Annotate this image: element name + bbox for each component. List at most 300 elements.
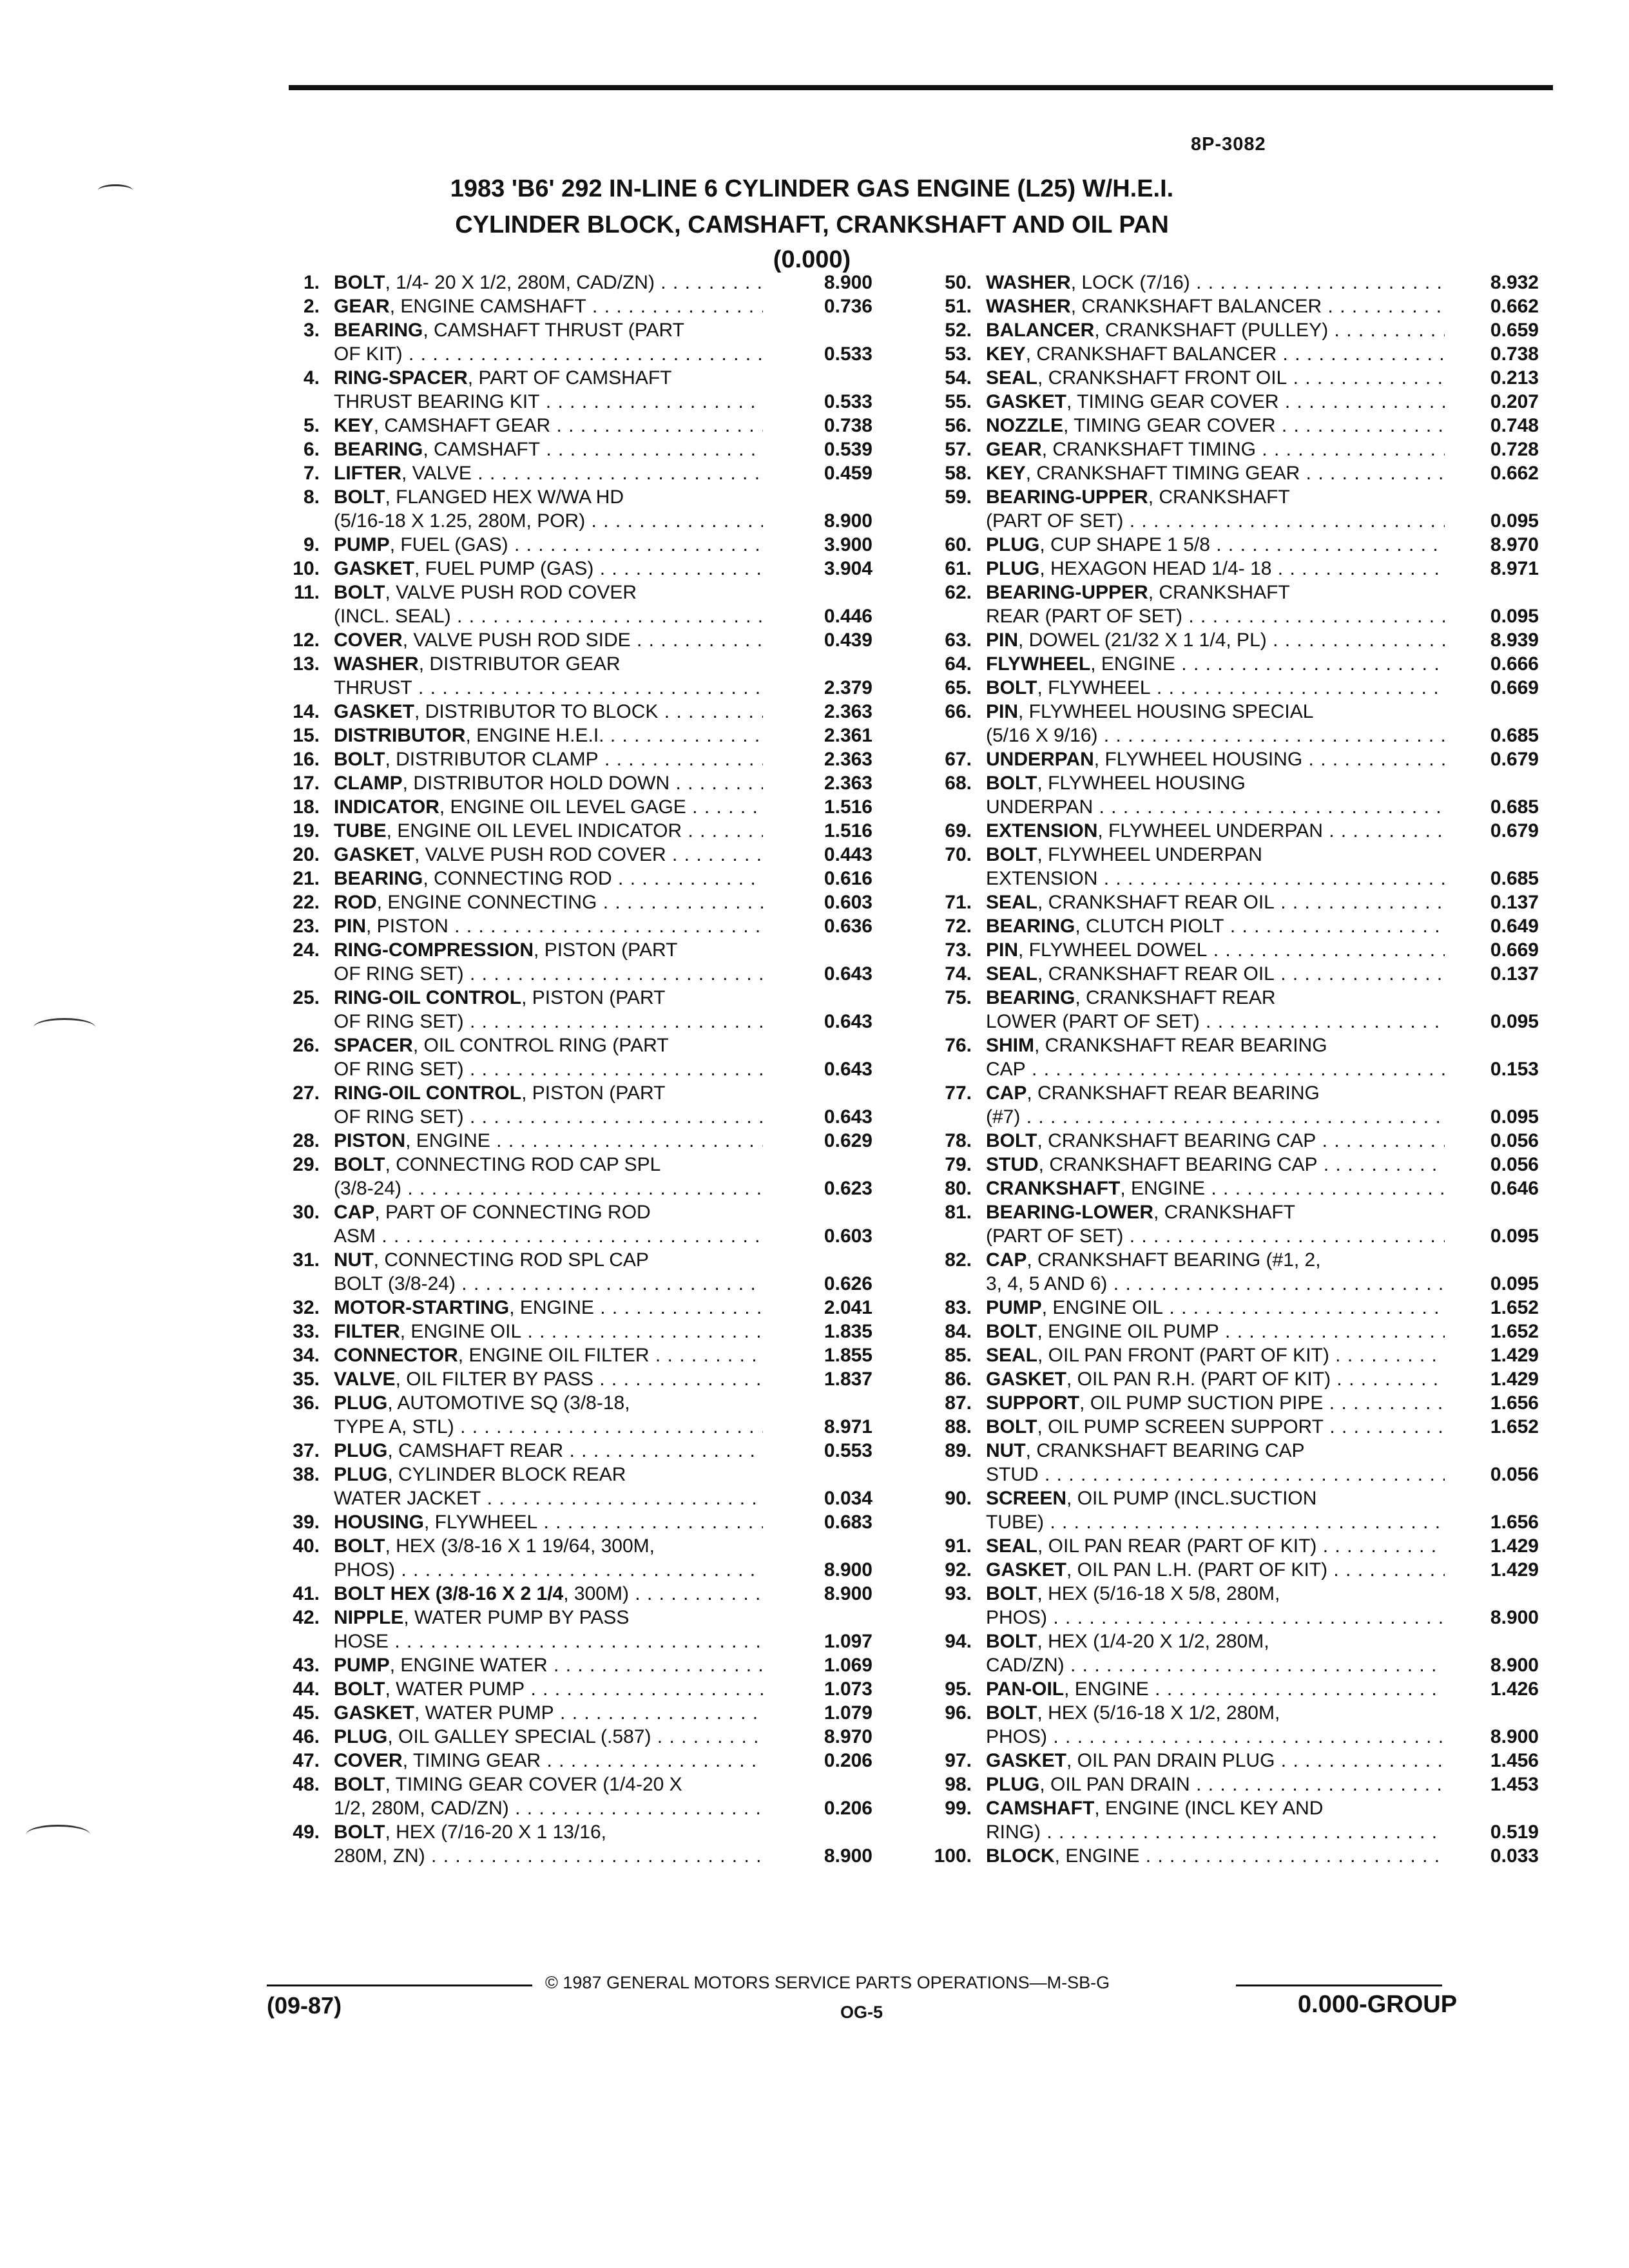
part-detail: , CRANKSHAFT REAR BEARING	[1027, 1082, 1320, 1104]
description-line	[986, 890, 1445, 914]
part-name: PLUG	[986, 558, 1040, 579]
part-detail: , CRANKSHAFT BALANCER	[1070, 296, 1322, 317]
part-number: 94.	[945, 1631, 972, 1652]
part-description	[986, 1486, 1445, 1534]
description-line	[334, 1510, 763, 1534]
description-line	[986, 461, 1445, 485]
part-entry	[260, 557, 872, 581]
part-description	[986, 1629, 1445, 1677]
part-entry	[260, 700, 872, 724]
description-line	[334, 652, 763, 676]
part-group-code: 0.616	[824, 868, 872, 889]
part-description	[986, 1320, 1445, 1343]
part-group-code: 1.837	[824, 1369, 872, 1390]
description-line	[986, 1057, 1445, 1081]
part-number: 10.	[293, 558, 320, 579]
part-name: WASHER	[986, 272, 1071, 293]
part-number: 1.	[303, 272, 320, 293]
part-number: 31.	[293, 1249, 320, 1271]
part-entry	[901, 294, 1539, 318]
part-number: 42.	[293, 1607, 320, 1628]
part-entry	[260, 914, 872, 938]
part-detail: BOLT (3/8-24)	[334, 1273, 456, 1294]
part-group-code: 0.623	[824, 1178, 872, 1199]
part-name: COVER	[334, 629, 403, 651]
description-line	[334, 509, 763, 533]
part-detail: , OIL PAN FRONT (PART OF KIT)	[1037, 1345, 1329, 1366]
part-description	[986, 628, 1445, 652]
description-line	[334, 867, 763, 890]
part-entry	[901, 1677, 1539, 1701]
part-name: CAP	[986, 1082, 1027, 1104]
part-detail: (PART OF SET)	[986, 1225, 1124, 1247]
part-description	[334, 1343, 763, 1367]
part-group-code: 8.932	[1490, 272, 1539, 293]
part-number: 65.	[945, 677, 972, 698]
part-detail: , HEX (5/16-18 X 1/2, 280M,	[1037, 1702, 1280, 1724]
part-number: 55.	[945, 391, 972, 412]
part-number: 74.	[945, 963, 972, 985]
part-entry	[260, 1701, 872, 1725]
part-group-code: 0.056	[1490, 1154, 1539, 1175]
part-entry	[901, 342, 1539, 366]
description-line	[986, 437, 1445, 461]
part-name: GEAR	[986, 439, 1042, 460]
description-line	[986, 1272, 1445, 1296]
part-entry	[260, 437, 872, 461]
part-name: BOLT	[986, 1583, 1037, 1604]
part-description	[986, 890, 1445, 914]
part-name: SHIM	[986, 1035, 1034, 1056]
part-group-code: 2.041	[824, 1297, 872, 1318]
part-number: 59.	[945, 486, 972, 508]
part-entry	[901, 1844, 1539, 1868]
part-number: 53.	[945, 343, 972, 365]
part-detail: 1/2, 280M, CAD/ZN)	[334, 1798, 509, 1819]
part-group-code: 0.685	[1490, 796, 1539, 818]
part-description	[986, 1701, 1445, 1749]
part-detail: , CRANKSHAFT	[1148, 486, 1290, 508]
part-description	[986, 700, 1445, 747]
part-detail: , ENGINE OIL LEVEL GAGE	[439, 796, 686, 818]
part-description	[334, 1296, 763, 1320]
part-group-code: 0.553	[824, 1440, 872, 1461]
part-group-code: 3.900	[824, 534, 872, 555]
description-line	[986, 1701, 1445, 1725]
part-name: SUPPORT	[986, 1392, 1080, 1414]
part-group-code: 0.056	[1490, 1130, 1539, 1151]
description-line	[986, 604, 1445, 628]
part-number: 80.	[945, 1178, 972, 1199]
description-line	[334, 795, 763, 819]
part-entry	[901, 485, 1539, 533]
part-group-code: 8.971	[824, 1416, 872, 1437]
scan-mark	[98, 184, 133, 197]
part-description	[334, 724, 763, 747]
part-number: 5.	[303, 415, 320, 436]
part-name: PLUG	[334, 1464, 388, 1485]
part-group-code: 0.459	[824, 463, 872, 484]
part-number: 3.	[303, 320, 320, 341]
part-number: 60.	[945, 534, 972, 555]
part-entry	[901, 1248, 1539, 1296]
part-group-code: 2.363	[824, 749, 872, 770]
part-description	[986, 271, 1445, 294]
description-line	[334, 938, 763, 962]
part-name: DISTRIBUTOR	[334, 725, 466, 746]
part-description	[986, 1033, 1445, 1081]
part-entry	[901, 914, 1539, 938]
part-group-code: 0.662	[1490, 296, 1539, 317]
part-entry	[260, 414, 872, 437]
description-line	[334, 1391, 763, 1415]
part-entry	[260, 1200, 872, 1248]
part-detail: , CRANKSHAFT REAR OIL	[1037, 892, 1275, 913]
part-number: 89.	[945, 1440, 972, 1461]
part-group-code: 0.669	[1490, 677, 1539, 698]
part-description	[986, 986, 1445, 1033]
part-description	[986, 294, 1445, 318]
part-entry	[901, 628, 1539, 652]
part-number: 82.	[945, 1249, 972, 1271]
part-group-code: 1.855	[824, 1345, 872, 1366]
part-description	[334, 938, 763, 986]
part-detail: , CUP SHAPE 1 5/8	[1039, 534, 1210, 555]
part-number: 22.	[293, 892, 320, 913]
part-detail: , TIMING GEAR	[402, 1750, 541, 1771]
part-name: COVER	[334, 1750, 403, 1771]
part-entry	[260, 366, 872, 414]
description-line	[334, 1415, 763, 1439]
description-line	[334, 1296, 763, 1320]
part-number: 71.	[945, 892, 972, 913]
part-detail: , VALVE	[401, 463, 472, 484]
part-entry	[901, 1296, 1539, 1320]
part-detail: , ENGINE H.E.I.	[465, 725, 604, 746]
part-detail: , DISTRIBUTOR GEAR	[418, 653, 621, 675]
part-description	[334, 1749, 763, 1773]
part-detail: , OIL GALLEY SPECIAL (.587)	[387, 1726, 651, 1747]
part-group-code: 3.904	[824, 558, 872, 579]
part-entry	[260, 1677, 872, 1701]
part-name: ROD	[334, 892, 377, 913]
page-title: 1983 'B6' 292 IN-LINE 6 CYLINDER GAS ENGINE (L25) W/H.E.I.	[450, 175, 1174, 202]
description-line	[334, 1773, 763, 1796]
part-description	[334, 1081, 763, 1129]
description-line	[986, 1796, 1445, 1820]
description-line	[334, 914, 763, 938]
part-name: KEY	[334, 415, 374, 436]
part-entry	[901, 1582, 1539, 1629]
part-group-code: 1.069	[824, 1655, 872, 1676]
part-name: BOLT	[986, 773, 1037, 794]
part-entry	[260, 1033, 872, 1081]
part-detail: , OIL PUMP SCREEN SUPPORT	[1037, 1416, 1324, 1437]
part-entry	[901, 747, 1539, 771]
description-line	[986, 1105, 1445, 1129]
part-entry	[260, 890, 872, 914]
description-line	[334, 342, 763, 366]
description-line	[334, 414, 763, 437]
part-detail: , CONNECTING ROD CAP SPL	[385, 1154, 661, 1175]
description-line	[986, 581, 1445, 604]
part-number: 23.	[293, 916, 320, 937]
part-number: 54.	[945, 367, 972, 389]
part-name: KEY	[986, 343, 1026, 365]
part-group-code: 0.033	[1490, 1845, 1539, 1867]
part-group-code: 1.429	[1490, 1559, 1539, 1581]
part-group-code: 0.666	[1490, 653, 1539, 675]
part-name: PAN-OIL	[986, 1678, 1065, 1700]
part-number: 51.	[945, 296, 972, 317]
part-name: MOTOR-STARTING	[334, 1297, 510, 1318]
part-entry	[260, 1129, 872, 1153]
part-detail: REAR (PART OF SET)	[986, 606, 1183, 627]
part-group-code: 0.679	[1490, 820, 1539, 841]
description-line	[986, 1129, 1445, 1153]
page-subtitle: CYLINDER BLOCK, CAMSHAFT, CRANKSHAFT AND OIL PAN	[455, 211, 1169, 238]
part-group-code: 0.626	[824, 1273, 872, 1294]
part-number: 16.	[293, 749, 320, 770]
part-detail: , CRANKSHAFT TIMING	[1041, 439, 1256, 460]
description-line	[986, 1343, 1445, 1367]
part-entry	[901, 1439, 1539, 1486]
part-detail: , FUEL (GAS)	[389, 534, 508, 555]
part-number: 24.	[293, 939, 320, 961]
part-name: BOLT	[986, 1130, 1037, 1151]
part-detail: , CONNECTING ROD	[423, 868, 612, 889]
part-description	[986, 1439, 1445, 1486]
description-line	[986, 1033, 1445, 1057]
part-description	[334, 294, 763, 318]
part-name: TUBE	[334, 820, 387, 841]
part-group-code: 0.533	[824, 391, 872, 412]
part-description	[334, 1534, 763, 1582]
part-detail: , ENGINE	[1064, 1678, 1149, 1700]
part-group-code: 0.213	[1490, 367, 1539, 389]
part-detail: , DOWEL (21/32 X 1 1/4, PL)	[1018, 629, 1267, 651]
part-group-code: 8.900	[1490, 1607, 1539, 1628]
part-description	[986, 461, 1445, 485]
part-group-code: 0.738	[824, 415, 872, 436]
part-description	[986, 1343, 1445, 1367]
part-detail: , CRANKSHAFT REAR BEARING	[1034, 1035, 1327, 1056]
part-number: 64.	[945, 653, 972, 675]
description-line	[986, 1081, 1445, 1105]
part-number: 12.	[293, 629, 320, 651]
part-group-code: 0.095	[1490, 606, 1539, 627]
part-name: BOLT	[334, 1774, 385, 1795]
part-detail: , OIL FILTER BY PASS	[395, 1369, 593, 1390]
part-name: BOLT	[334, 749, 385, 770]
part-detail: , CRANKSHAFT BEARING (#1, 2,	[1027, 1249, 1321, 1271]
part-name: BOLT	[334, 1535, 385, 1557]
part-detail: , CLUTCH PIOLT	[1075, 916, 1224, 937]
description-line	[334, 1439, 763, 1463]
part-number: 96.	[945, 1702, 972, 1724]
part-entry	[901, 318, 1539, 342]
part-group-code: 0.206	[824, 1750, 872, 1771]
description-line	[986, 1177, 1445, 1200]
part-number: 9.	[303, 534, 320, 555]
part-name: BOLT	[334, 486, 385, 508]
part-number: 50.	[945, 272, 972, 293]
part-description	[334, 366, 763, 414]
part-detail: , ENGINE OIL	[1041, 1297, 1164, 1318]
part-description	[986, 366, 1445, 390]
part-detail: , FLYWHEEL HOUSING	[1094, 749, 1303, 770]
description-line	[986, 342, 1445, 366]
part-name: BOLT	[334, 272, 385, 293]
description-line	[986, 747, 1445, 771]
part-name: GASKET	[334, 1702, 415, 1724]
part-name: SEAL	[986, 1345, 1038, 1366]
part-detail: HOSE	[334, 1631, 389, 1652]
part-description	[334, 1129, 763, 1153]
part-entry	[901, 1558, 1539, 1582]
part-detail: , ENGINE CONNECTING	[376, 892, 597, 913]
part-detail: , DISTRIBUTOR HOLD DOWN	[402, 773, 670, 794]
part-name: BOLT	[986, 1321, 1037, 1342]
part-detail: , ENGINE WATER	[389, 1655, 548, 1676]
part-description	[986, 962, 1445, 986]
part-detail: (INCL. SEAL)	[334, 606, 451, 627]
part-number: 83.	[945, 1297, 972, 1318]
part-group-code: 0.095	[1490, 1106, 1539, 1128]
part-group-code: 0.636	[824, 916, 872, 937]
part-group-code: 1.097	[824, 1631, 872, 1652]
part-name: STUD	[986, 1154, 1039, 1175]
part-detail: PHOS)	[986, 1607, 1048, 1628]
part-entry	[260, 867, 872, 890]
part-group-code: 0.603	[824, 1225, 872, 1247]
part-entry	[260, 1820, 872, 1868]
part-entry	[260, 485, 872, 533]
part-detail: UNDERPAN	[986, 796, 1094, 818]
description-line	[334, 1463, 763, 1486]
part-number: 86.	[945, 1369, 972, 1390]
description-line	[986, 1629, 1445, 1653]
part-group-code: 0.643	[824, 963, 872, 985]
part-number: 97.	[945, 1750, 972, 1771]
description-line	[334, 604, 763, 628]
part-group-code: 0.443	[824, 844, 872, 865]
description-line	[334, 843, 763, 867]
part-name: NUT	[986, 1440, 1026, 1461]
part-number: 46.	[293, 1726, 320, 1747]
part-number: 38.	[293, 1464, 320, 1485]
part-detail: STUD	[986, 1464, 1039, 1485]
part-entry	[260, 1248, 872, 1296]
part-detail: , HEX (5/16-18 X 5/8, 280M,	[1037, 1583, 1280, 1604]
part-detail: , FLYWHEEL HOUSING	[1037, 773, 1246, 794]
part-entry	[260, 1534, 872, 1582]
part-detail: , TIMING GEAR COVER	[1066, 391, 1279, 412]
part-number: 49.	[293, 1821, 320, 1843]
description-line	[334, 1653, 763, 1677]
part-entry	[260, 628, 872, 652]
part-detail: , PISTON (PART	[521, 987, 666, 1008]
part-group-code: 0.137	[1490, 892, 1539, 913]
part-name: PLUG	[986, 1774, 1040, 1795]
part-name: GASKET	[986, 1750, 1067, 1771]
part-name: BOLT HEX (3/8-16 X 2 1/4	[334, 1583, 564, 1604]
description-line	[986, 485, 1445, 509]
part-name: RING-OIL CONTROL	[334, 1082, 522, 1104]
part-entry	[901, 1367, 1539, 1391]
description-line	[334, 1725, 763, 1749]
part-name: PIN	[334, 916, 367, 937]
description-line	[334, 747, 763, 771]
part-name: BEARING	[334, 868, 423, 889]
part-group-code: 1.656	[1490, 1392, 1539, 1414]
description-line	[334, 461, 763, 485]
part-number: 25.	[293, 987, 320, 1008]
part-description	[334, 867, 763, 890]
part-detail: , ENGINE	[1090, 653, 1175, 675]
description-line	[334, 1224, 763, 1248]
part-number: 68.	[945, 773, 972, 794]
part-detail: , CRANKSHAFT BEARING CAP	[1025, 1440, 1305, 1461]
part-group-code: 1.652	[1490, 1416, 1539, 1437]
part-group-code: 0.095	[1490, 1273, 1539, 1294]
description-line	[334, 533, 763, 557]
part-description	[986, 318, 1445, 342]
part-description	[986, 843, 1445, 890]
part-name: BOLT	[986, 844, 1037, 865]
description-line	[334, 1129, 763, 1153]
part-detail: , CRANKSHAFT REAR	[1075, 987, 1276, 1008]
part-detail: , FLYWHEEL HOUSING SPECIAL	[1018, 701, 1314, 722]
part-detail: THRUST BEARING KIT	[334, 391, 540, 412]
part-number: 33.	[293, 1321, 320, 1342]
part-name: PIN	[986, 939, 1019, 961]
description-line	[334, 1606, 763, 1629]
part-name: FILTER	[334, 1321, 400, 1342]
description-line	[986, 986, 1445, 1010]
part-detail: , AUTOMOTIVE SQ (3/8-18,	[387, 1392, 630, 1414]
description-line	[334, 437, 763, 461]
description-line	[986, 867, 1445, 890]
part-detail: (PART OF SET)	[986, 510, 1124, 532]
part-entry	[260, 771, 872, 795]
part-entry	[260, 724, 872, 747]
part-name: NIPPLE	[334, 1607, 404, 1628]
part-entry	[260, 1153, 872, 1200]
description-line	[986, 628, 1445, 652]
part-name: PISTON	[334, 1130, 406, 1151]
part-description	[334, 1725, 763, 1749]
part-number: 77.	[945, 1082, 972, 1104]
description-line	[986, 1010, 1445, 1033]
part-entry	[260, 1367, 872, 1391]
part-group-code: 1.426	[1490, 1678, 1539, 1700]
part-detail: , CONNECTING ROD SPL CAP	[373, 1249, 649, 1271]
part-detail: (#7)	[986, 1106, 1021, 1128]
part-number: 30.	[293, 1202, 320, 1223]
footer-rule-left	[267, 1984, 532, 1986]
part-detail: , CRANKSHAFT FRONT OIL	[1037, 367, 1287, 389]
description-line	[986, 1844, 1445, 1868]
part-number: 79.	[945, 1154, 972, 1175]
description-line	[334, 962, 763, 986]
group-code: (0.000)	[773, 246, 851, 273]
part-description	[334, 628, 763, 652]
part-detail: , ENGINE	[405, 1130, 490, 1151]
part-description	[986, 1844, 1445, 1868]
part-group-code: 8.900	[824, 272, 872, 293]
description-line	[986, 1248, 1445, 1272]
